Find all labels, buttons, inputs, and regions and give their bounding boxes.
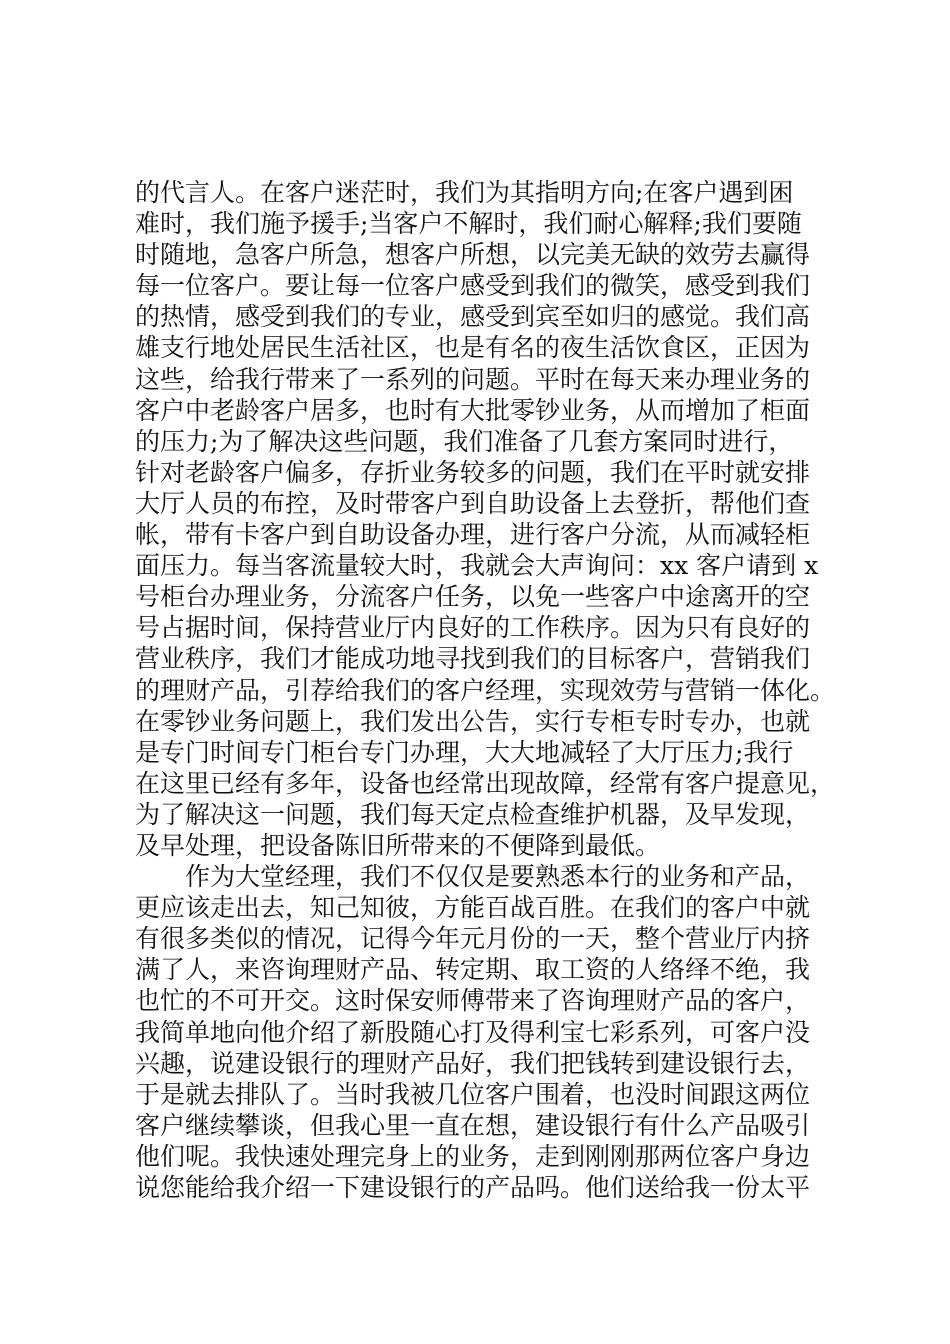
- text-line: 的代言人。在客户迷茫时，我们为其指明方向;在客户遇到困: [135, 178, 794, 207]
- text-line: 帐，带有卡客户到自助设备办理，进行客户分流，从而减轻柜: [135, 520, 811, 550]
- text-line: 客户中老龄客户居多，也时有大批零钞业务，从而增加了柜面: [135, 395, 811, 425]
- text-line: 于是就去排队了。当时我被几位客户围着，也没时间跟这两位: [135, 1079, 811, 1109]
- text-line: 及早处理，把设备陈旧所带来的不便降到最低。: [135, 830, 661, 860]
- text-line: 营业秩序，我们才能成功地寻找到我们的目标客户，营销我们: [135, 644, 811, 674]
- text-line: 的热情，感受到我们的专业，感受到宾至如归的感觉。我们高: [135, 302, 811, 332]
- text-line: 时随地，急客户所急，想客户所想，以完美无缺的效劳去赢得: [135, 240, 811, 270]
- text-line: 兴趣，说建设银行的理财产品好，我们把钱转到建设银行去，: [135, 1048, 811, 1078]
- paragraph-start-line: 作为大堂经理，我们不仅仅是要熟悉本行的业务和产品，: [185, 862, 811, 892]
- text-line: 的压力;为了解决这些问题，我们准备了几套方案同时进行，: [135, 426, 794, 456]
- text-line: 雄支行地处居民生活社区，也是有名的夜生活饮食区，正因为: [135, 333, 811, 363]
- text-line: 这些，给我行带来了一系列的问题。平时在每天来办理业务的: [135, 364, 811, 394]
- text-line: 更应该走出去，知己知彼，方能百战百胜。在我们的客户中就: [135, 893, 811, 923]
- text-line: 为了解决这一问题，我们每天定点检查维护机器，及早发现，: [135, 799, 811, 829]
- text-line: 在这里已经有多年，设备也经常出现故障，经常有客户提意见，: [135, 768, 836, 798]
- text-line: 他们呢。我快速处理完身上的业务，走到刚刚那两位客户身边: [135, 1141, 811, 1171]
- text-line: 面压力。每当客流量较大时，我就会大声询问：xx 客户请到 x: [135, 551, 819, 581]
- text-line: 难时，我们施予援手;当客户不解时，我们耐心解释;我们要随: [135, 209, 802, 239]
- text-line: 满了人，来咨询理财产品、转定期、取工资的人络绎不绝，我: [135, 955, 811, 985]
- text-line: 客户继续攀谈，但我心里一直在想，建设银行有什么产品吸引: [135, 1110, 811, 1140]
- text-line: 有很多类似的情况，记得今年元月份的一天，整个营业厅内挤: [135, 924, 811, 954]
- text-line: 每一位客户。要让每一位客户感受到我们的微笑，感受到我们: [135, 271, 811, 301]
- text-line: 在零钞业务问题上，我们发出公告，实行专柜专时专办，也就: [135, 706, 811, 736]
- text-line: 大厅人员的布控，及时带客户到自助设备上去登折，帮他们查: [135, 488, 811, 518]
- text-line: 号占据时间，保持营业厅内良好的工作秩序。因为只有良好的: [135, 613, 811, 643]
- text-line: 说您能给我介绍一下建设银行的产品吗。他们送给我一份太平: [135, 1173, 811, 1202]
- text-line: 也忙的不可开交。这时保安师傅带来了咨询理财产品的客户，: [135, 986, 811, 1016]
- body-text: [135, 177, 835, 1203]
- text-line: 我简单地向他介绍了新股随心打及得利宝七彩系列，可客户没: [135, 1017, 811, 1047]
- text-line: 号柜台办理业务，分流客户任务，以免一些客户中途离开的空: [135, 582, 811, 612]
- text-line: 的理财产品，引荐给我们的客户经理，实现效劳与营销一体化。: [135, 675, 836, 705]
- text-line: 针对老龄客户偏多，存折业务较多的问题，我们在平时就安排: [135, 457, 811, 487]
- text-line: 是专门时间专门柜台专门办理，大大地减轻了大厅压力;我行: [135, 737, 794, 767]
